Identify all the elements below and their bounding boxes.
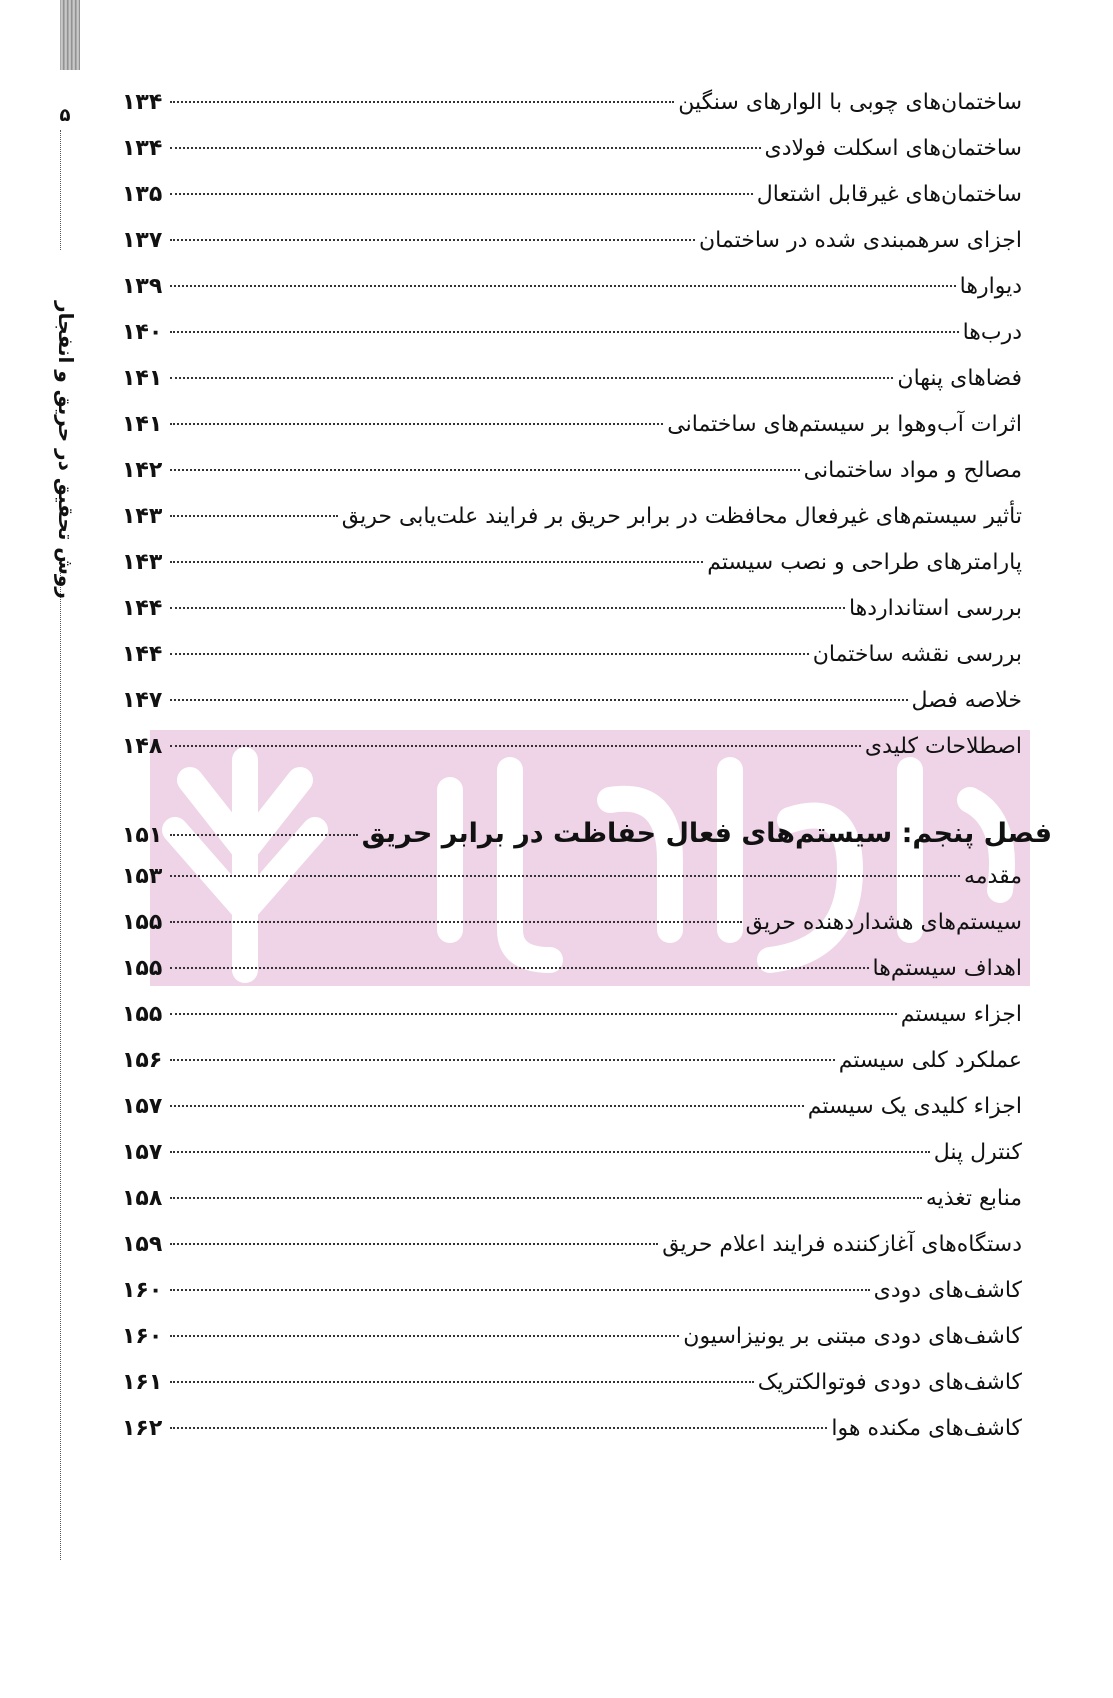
toc-entry-title: کاشف‌های مکنده هوا xyxy=(831,1416,1022,1441)
dot-leader xyxy=(170,1381,754,1383)
dot-leader xyxy=(170,745,861,747)
dot-leader xyxy=(170,561,703,563)
toc-entry-title: خلاصه فصل xyxy=(911,688,1022,713)
dot-leader xyxy=(170,193,753,195)
toc-entry[interactable] xyxy=(122,90,1022,130)
chapter-title: فصل پنجم: سیستم‌های فعال حفاظت در برابر حریق xyxy=(361,818,1052,849)
toc-entry[interactable] xyxy=(122,274,1022,314)
toc-entry[interactable] xyxy=(122,1416,1022,1456)
toc-entry-page: ۱۴۴ xyxy=(122,596,163,621)
toc-entry-title: بررسی نقشه ساختمان xyxy=(812,642,1022,667)
dot-leader xyxy=(170,1151,930,1153)
dot-leader xyxy=(170,239,695,241)
dot-leader xyxy=(170,699,908,701)
toc-entry-page: ۱۴۳ xyxy=(122,504,163,529)
toc-entry[interactable] xyxy=(122,320,1022,360)
toc-entry-page: ۱۳۴ xyxy=(122,136,163,161)
toc-entry-title: تأثیر سیستم‌های غیرفعال محافظت در برابر حریق بر فرایند علت‌یابی حریق xyxy=(341,504,1022,529)
toc-entry-page: ۱۴۸ xyxy=(122,734,163,759)
dot-leader xyxy=(170,515,338,517)
toc-entry-page: ۱۵۶ xyxy=(122,1048,163,1073)
toc-entry[interactable] xyxy=(122,596,1022,636)
toc-entry[interactable] xyxy=(122,1140,1022,1180)
toc-entry-page: ۱۶۱ xyxy=(122,1370,163,1395)
dot-leader xyxy=(170,1243,658,1245)
dot-leader xyxy=(170,101,674,103)
toc-entry-page: ۱۳۷ xyxy=(122,228,163,253)
toc-entry-page: ۱۴۳ xyxy=(122,550,163,575)
toc-entry-page: ۱۵۷ xyxy=(122,1140,163,1165)
toc-entry-title: اجزاء سیستم xyxy=(900,1002,1022,1027)
running-header-text: روش تحقیق در حریق و انفجار xyxy=(54,301,78,599)
dot-leader xyxy=(170,147,761,149)
toc-entry-title: اصطلاحات کلیدی xyxy=(864,734,1022,759)
toc-entry[interactable] xyxy=(122,1232,1022,1272)
toc-entry-page: ۱۳۵ xyxy=(122,182,163,207)
toc-entry-title: ساختمان‌های غیرقابل اشتعال xyxy=(756,182,1022,207)
toc-entry-page: ۱۴۷ xyxy=(122,688,163,713)
toc-entry-title: مصالح و مواد ساختمانی xyxy=(803,458,1022,483)
toc-entry-title: ساختمان‌های اسکلت فولادی xyxy=(764,136,1022,161)
toc-entry-title: کاشف‌های دودی فوتوالکتریک xyxy=(757,1370,1022,1395)
toc-entry[interactable] xyxy=(122,1278,1022,1318)
toc-entry-page: ۱۵۸ xyxy=(122,1186,163,1211)
toc-entry-title: منابع تغذیه xyxy=(925,1186,1022,1211)
dot-leader xyxy=(170,921,742,923)
toc-entry-title: بررسی استانداردها xyxy=(848,596,1022,621)
toc-entry-title: کنترل پنل xyxy=(933,1140,1022,1165)
dot-leader xyxy=(170,1013,897,1015)
toc-entry[interactable] xyxy=(122,956,1022,996)
toc-entry-page: ۱۴۰ xyxy=(122,320,163,345)
toc-entry-title: کاشف‌های دودی مبتنی بر یونیزاسیون xyxy=(683,1324,1022,1349)
toc-entry-title: دیوارها xyxy=(959,274,1022,299)
dot-leader xyxy=(170,607,845,609)
toc-entry[interactable] xyxy=(122,1186,1022,1226)
dot-leader xyxy=(170,1289,870,1291)
toc-entry[interactable] xyxy=(122,1324,1022,1364)
toc-entry[interactable] xyxy=(122,504,1022,544)
toc-entry[interactable] xyxy=(122,412,1022,452)
toc-entry-page: ۱۵۵ xyxy=(122,956,163,981)
toc-entry[interactable] xyxy=(122,1002,1022,1042)
dot-leader xyxy=(170,875,960,877)
toc-entry-title: مقدمه xyxy=(963,864,1022,889)
chapter-heading[interactable] xyxy=(122,818,1052,864)
toc-entry[interactable] xyxy=(122,182,1022,222)
toc-entry-page: ۱۴۱ xyxy=(122,366,163,391)
toc-entry[interactable] xyxy=(122,136,1022,176)
toc-entry[interactable] xyxy=(122,550,1022,590)
chapter-page: ۱۵۱ xyxy=(122,823,163,848)
toc-entry-page: ۱۶۰ xyxy=(122,1324,163,1349)
toc-entry-page: ۱۵۷ xyxy=(122,1094,163,1119)
toc-entry-title: پارامترهای طراحی و نصب سیستم xyxy=(707,550,1022,575)
toc-entry-title: فضاهای پنهان xyxy=(897,366,1022,391)
toc-entry-title: دستگاه‌های آغازکننده فرایند اعلام حریق xyxy=(662,1232,1022,1257)
dot-leader xyxy=(170,1059,835,1061)
toc-entry[interactable] xyxy=(122,734,1022,774)
dot-leader xyxy=(170,331,959,333)
toc-entry-title: اجزاء کلیدی یک سیستم xyxy=(807,1094,1022,1119)
dot-leader xyxy=(170,1105,804,1107)
dot-leader xyxy=(170,1427,827,1429)
dot-leader xyxy=(170,1197,922,1199)
toc-entry-page: ۱۶۰ xyxy=(122,1278,163,1303)
dot-leader xyxy=(170,1335,679,1337)
dot-leader xyxy=(170,834,358,836)
dot-leader xyxy=(170,967,869,969)
toc-entry-title: اجزای سرهمبندی شده در ساختمان xyxy=(699,228,1022,253)
dot-leader xyxy=(170,377,893,379)
toc-entry-page: ۱۵۵ xyxy=(122,910,163,935)
toc-entry-title: سیستم‌های هشداردهنده حریق xyxy=(745,910,1022,935)
dot-leader xyxy=(170,423,663,425)
toc-entry[interactable] xyxy=(122,1094,1022,1134)
toc-entry-page: ۱۵۳ xyxy=(122,864,163,889)
toc-entry-title: کاشف‌های دودی xyxy=(873,1278,1022,1303)
dot-leader xyxy=(170,469,800,471)
toc-entry-title: درب‌ها xyxy=(962,320,1022,345)
toc-entry[interactable] xyxy=(122,1370,1022,1410)
toc-entry-title: اهداف سیستم‌ها xyxy=(872,956,1022,981)
toc-entry-page: ۱۴۴ xyxy=(122,642,163,667)
page-number: ۵ xyxy=(59,105,71,126)
toc-entry[interactable] xyxy=(122,228,1022,268)
toc-entry[interactable] xyxy=(122,864,1022,904)
dot-leader xyxy=(170,653,809,655)
toc-entry[interactable] xyxy=(122,366,1022,406)
dot-leader xyxy=(170,285,956,287)
toc-entry[interactable] xyxy=(122,642,1022,682)
toc-entry-page: ۱۵۹ xyxy=(122,1232,163,1257)
toc-entry-page: ۱۳۹ xyxy=(122,274,163,299)
toc-entry-page: ۱۳۴ xyxy=(122,90,163,115)
toc-entry-page: ۱۴۲ xyxy=(122,458,163,483)
toc-entry[interactable] xyxy=(122,458,1022,498)
toc-entry-title: اثرات آب‌وهوا بر سیستم‌های ساختمانی xyxy=(667,412,1022,437)
toc-entry[interactable] xyxy=(122,688,1022,728)
toc-entry-title: ساختمان‌های چوبی با الوارهای سنگین xyxy=(678,90,1022,115)
toc-entry-title: عملکرد کلی سیستم xyxy=(838,1048,1022,1073)
toc-entry[interactable] xyxy=(122,910,1022,950)
toc-entry-page: ۱۴۱ xyxy=(122,412,163,437)
toc-entry-page: ۱۶۲ xyxy=(122,1416,163,1441)
toc-entry-page: ۱۵۵ xyxy=(122,1002,163,1027)
toc-entry[interactable] xyxy=(122,1048,1022,1088)
